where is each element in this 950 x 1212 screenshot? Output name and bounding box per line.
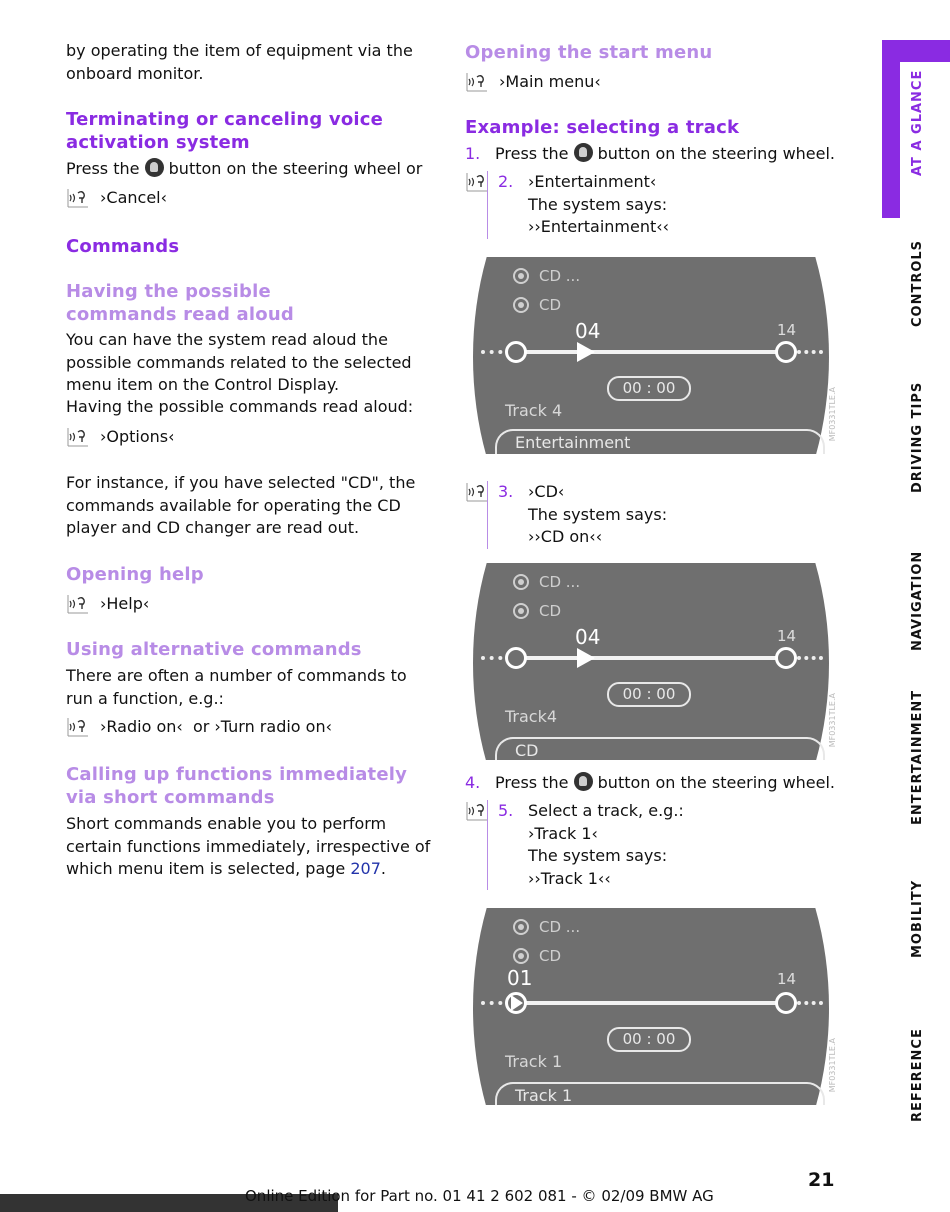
alt-command-text: ›Radio on‹ or ›Turn radio on‹ [100,717,332,736]
cd-icon [513,268,529,284]
tab-label-at-a-glance[interactable]: AT A GLANCE [910,69,925,176]
step-2-command: ›Entertainment‹ [528,172,657,191]
read-aloud-text2: Having the possible commands read aloud: [66,397,414,416]
progress-start-knob [505,341,527,363]
menu-bar: Entertainment [495,429,825,454]
tab-navigation[interactable]: NAVIGATION [910,550,925,651]
voice-command-icon [66,426,90,448]
step-1-post: button on the steering wheel. [597,144,836,163]
tab-mobility[interactable]: MOBILITY [910,879,925,958]
track-number: 04 [575,319,601,343]
cd-icon [513,948,529,964]
cd-row-label: CD [539,947,562,965]
step-4 [465,772,845,795]
main-menu-command [465,71,601,94]
step-1 [465,143,845,166]
cd-row-label: CD ... [539,918,581,936]
control-display-screenshot [465,257,837,454]
short-text [66,813,438,881]
step-3-says: The system says: [528,504,668,524]
step-4-post: button on the steering wheel. [597,773,836,792]
tab-active-background [900,62,950,218]
terminate-heading: Terminating or canceling voice activation system [66,109,384,153]
progress-start-knob [505,647,527,669]
progress-end-knob [775,647,797,669]
voice-command-icon [465,71,489,93]
play-icon [511,995,523,1011]
read-aloud-heading: Having the possible commands read aloud [66,281,294,325]
progress-end-knob [775,992,797,1014]
alt-command [66,716,332,739]
start-menu-heading: Opening the start menu [465,42,713,63]
progress-line [517,656,785,660]
time-display: 00 : 00 [607,1027,691,1052]
play-icon [577,648,595,668]
tab-reference[interactable]: REFERENCE [910,1028,925,1122]
intro-text: by operating the item of equipment via the onboard monitor. [66,41,413,83]
progress-end-knob [775,341,797,363]
step-number: 5. [498,801,514,820]
track-max: 14 [777,627,797,645]
track-number: 04 [575,625,601,649]
track-max: 14 [777,970,797,988]
figure-code: MF0331TLE.A [828,387,837,442]
step-number: 1. [465,144,481,163]
cancel-command [66,187,167,210]
step-2-says: The system says: [528,194,668,214]
talk-button-icon [574,143,593,162]
progress-dots-right [797,350,823,354]
short-text-end: . [380,859,386,878]
tab-driving-tips[interactable]: DRIVING TIPS [910,381,925,493]
instance-text: For instance, if you have selected "CD", the commands available for operating the CD player and CD changer are read out. [66,473,416,537]
tab-controls[interactable]: CONTROLS [910,239,925,327]
help-heading: Opening help [66,564,204,585]
cd-row-label: CD [539,602,562,620]
cd-changer-row [513,573,580,591]
step-5-text: Select a track, e.g.: [528,801,684,820]
page-number: 21 [808,1169,835,1191]
options-command-text: ›Options‹ [100,427,175,446]
short-text-body: Short commands enable you to perform certain functions immediately, irrespective of which menu item is selected, page [66,814,431,878]
track-name: Track4 [505,707,558,726]
step-3 [465,481,845,549]
cd-icon [513,603,529,619]
step-number: 2. [498,172,514,191]
cd-row [513,296,561,314]
step-2-reply: ››Entertainment‹‹ [528,217,670,236]
help-command-text: ›Help‹ [100,594,150,613]
track-max: 14 [777,321,797,339]
cd-changer-row [513,267,580,285]
control-display-screenshot [465,563,837,760]
time-display: 00 : 00 [607,376,691,401]
section-sidebar [882,0,950,1212]
cd-icon [513,297,529,313]
cd-icon [513,574,529,590]
terminate-text-pre: Press the [66,159,140,178]
read-aloud-text: You can have the system read aloud the possible commands related to the selected menu item on the Control Display. [66,330,412,394]
step-5-reply: ››Track 1‹‹ [528,868,611,888]
alt-text: There are often a number of commands to run a function, e.g.: [66,666,407,708]
cd-row-label: CD [539,296,562,314]
step-5 [465,800,845,890]
footer-text: Online Edition for Part no. 01 41 2 602 081 - © 02/09 BMW AG [245,1187,714,1205]
step-3-reply: ››CD on‹‹ [528,527,603,546]
voice-command-icon [66,187,90,209]
options-command [66,426,175,449]
cd-changer-row [513,918,580,936]
play-icon [577,342,595,362]
figure-code: MF0331TLE.A [828,1038,837,1093]
track-name: Track 1 [505,1052,563,1071]
help-command [66,593,149,616]
voice-command-icon [66,716,90,738]
step-4-pre: Press the [495,773,569,792]
time-display: 00 : 00 [607,682,691,707]
cd-row [513,947,561,965]
main-menu-command-text: ›Main menu‹ [499,72,601,91]
step-5-command: ›Track 1‹ [528,823,598,843]
step-number: 3. [498,482,514,501]
cd-icon [513,919,529,935]
talk-button-icon [574,772,593,791]
progress-dots-right [797,656,823,660]
cd-row-label: CD ... [539,267,581,285]
talk-button-icon [145,158,164,177]
figure-code: MF0331TLE.A [828,693,837,748]
cd-row-label: CD ... [539,573,581,591]
voice-command-icon [66,593,90,615]
terminate-text [66,158,438,181]
progress-line [517,1001,785,1005]
step-5-says: The system says: [528,846,668,865]
alt-heading: Using alternative commands [66,639,362,660]
voice-command-icon [465,800,489,822]
step-1-pre: Press the [495,144,569,163]
step-number: 4. [465,773,481,792]
example-heading: Example: selecting a track [465,117,740,138]
track-number: 01 [507,966,533,990]
step-2 [465,171,845,239]
step-3-command: ›CD‹ [528,482,565,501]
voice-command-icon [465,171,489,193]
control-display-screenshot [465,908,837,1105]
progress-dots-right [797,1001,823,1005]
short-heading: Calling up functions immediately via short commands [66,764,408,808]
progress-line [517,350,785,354]
menu-bar: CD [495,737,825,760]
page-link[interactable]: 207 [350,859,381,878]
voice-command-icon [465,481,489,503]
tab-entertainment[interactable]: ENTERTAINMENT [910,689,925,825]
terminate-text-post: button on the steering wheel or [168,159,423,178]
cd-row [513,602,561,620]
track-name: Track 4 [505,401,563,420]
cancel-command-text: ›Cancel‹ [100,188,167,207]
menu-bar: Track 1 [495,1082,825,1105]
commands-heading: Commands [66,236,180,257]
